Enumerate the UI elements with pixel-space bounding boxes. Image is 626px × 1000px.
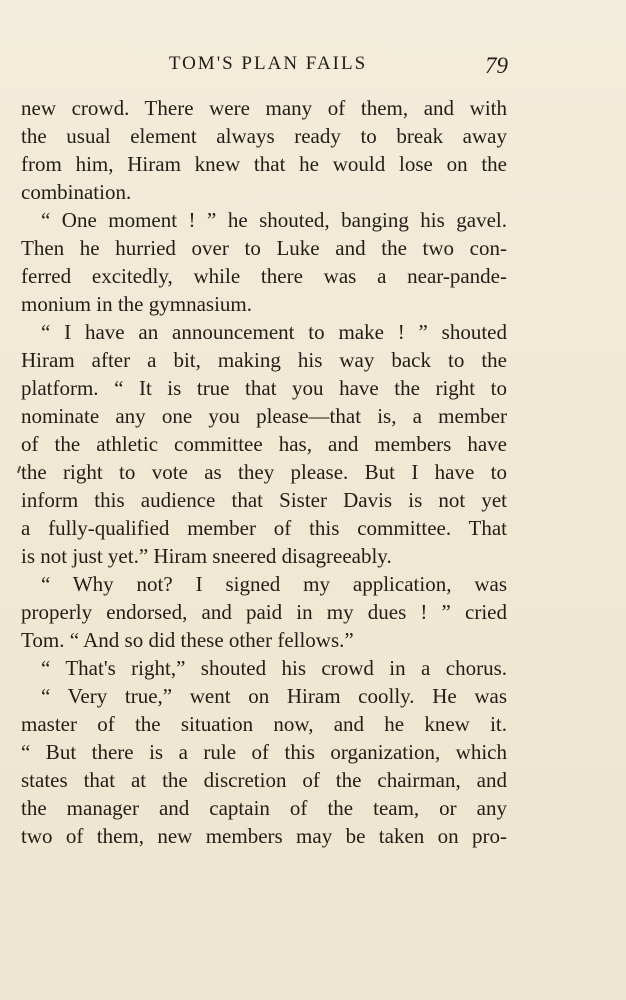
text-line: is not just yet.” Hiram sneered disagreeably.	[21, 544, 392, 568]
chapter-title: TOM'S PLAN FAILS	[168, 53, 368, 74]
text-line: master of the situation now, and he knew it.	[21, 712, 507, 736]
text-line: the right to vote as they please. But I have to	[21, 460, 507, 484]
text-line: the manager and captain of the team, or any	[21, 796, 507, 820]
text-line: inform this audience that Sister Davis is not yet	[21, 488, 507, 512]
text-line: “ One moment ! ” he shouted, banging his gavel.	[41, 208, 507, 232]
text-line: monium in the gymnasium.	[21, 292, 252, 316]
text-line: combination.	[21, 180, 132, 204]
text-line: ferred excitedly, while there was a near-pande-	[21, 264, 507, 288]
text-line: Then he hurried over to Luke and the two con-	[21, 236, 507, 260]
text-line: from him, Hiram knew that he would lose on the	[21, 152, 507, 176]
text-line: of the athletic committee has, and members have	[21, 432, 507, 456]
text-line: the usual element always ready to break away	[21, 124, 507, 148]
text-line: a fully-qualified member of this committee. That	[21, 516, 507, 540]
text-line: Tom. “ And so did these other fellows.”	[21, 628, 354, 652]
text-line: “ But there is a rule of this organization, which	[21, 740, 507, 764]
text-line: two of them, new members may be taken on pro-	[21, 824, 507, 848]
text-line: nominate any one you please—that is, a member	[21, 404, 507, 428]
text-line: “ Why not? I signed my application, was	[41, 572, 507, 596]
text-line: “ That's right,” shouted his crowd in a chorus.	[41, 656, 507, 680]
text-line: “ Very true,” went on Hiram coolly. He was	[41, 684, 507, 708]
text-line: states that at the discretion of the chairman, and	[21, 768, 507, 792]
text-line: Hiram after a bit, making his way back to the	[21, 348, 507, 372]
text-line: platform. “ It is true that you have the right to	[21, 376, 507, 400]
running-header	[0, 50, 626, 82]
text-line: properly endorsed, and paid in my dues ! ” cried	[21, 600, 507, 624]
page-number: 79	[485, 53, 508, 78]
text-line: new crowd. There were many of them, and with	[21, 96, 507, 120]
page-body-text	[21, 94, 507, 850]
text-line: “ I have an announcement to make ! ” shouted	[41, 320, 507, 344]
